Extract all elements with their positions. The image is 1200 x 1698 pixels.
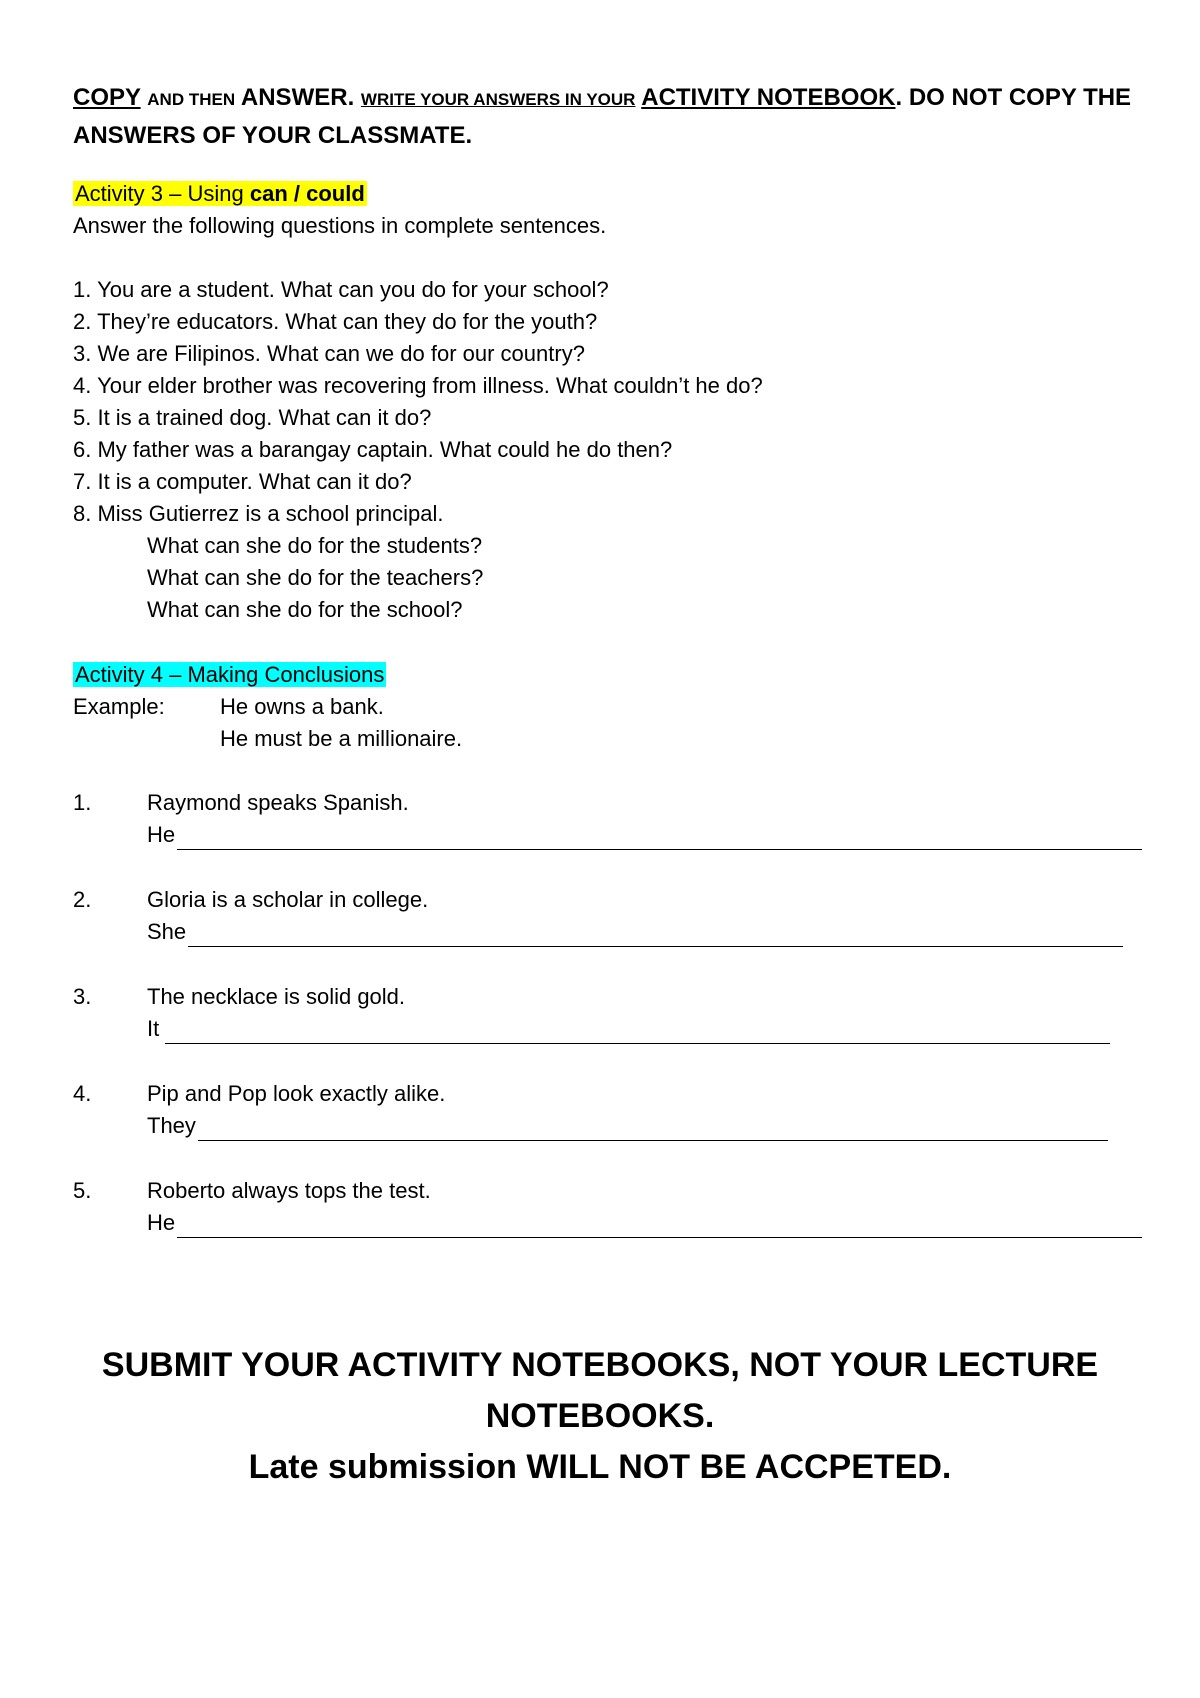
header-activity-notebook: ACTIVITY NOTEBOOK: [641, 84, 896, 111]
example-label: Example:: [73, 694, 165, 719]
footer-line-3: Late submission WILL NOT BE ACCPETED.: [248, 1448, 952, 1486]
question-5: 5. It is a trained dog. What can it do?: [73, 405, 432, 430]
activity4-title-text: Activity 4 – Making Conclusions: [75, 662, 385, 687]
item-2-number: 2.: [73, 887, 92, 912]
question-3: 3. We are Filipinos. What can we do for our country?: [73, 341, 585, 366]
activity3-instruction: Answer the following questions in complete sentences.: [73, 213, 607, 238]
question-6: 6. My father was a barangay captain. What could he do then?: [73, 437, 673, 462]
question-4: 4. Your elder brother was recovering from illness. What couldn’t he do?: [73, 373, 763, 398]
item-5-answer-row: [147, 1208, 1142, 1238]
example-line-1: He owns a bank.: [220, 694, 384, 719]
item-4-answer-row: [147, 1111, 1108, 1141]
item-1-number: 1.: [73, 790, 92, 815]
item-2-statement: Gloria is a scholar in college.: [147, 887, 429, 912]
item-3-number: 3.: [73, 984, 92, 1009]
item-4-statement: Pip and Pop look exactly alike.: [147, 1081, 446, 1106]
item-3-statement: The necklace is solid gold.: [147, 984, 406, 1009]
activity3-title: [73, 179, 367, 209]
header-copy: COPY: [73, 84, 141, 111]
item-5-starter: He: [147, 1210, 176, 1235]
activity4-title: [73, 660, 386, 690]
header-period: .: [347, 84, 355, 111]
item-2-answer-row: [147, 917, 1123, 947]
item-1-statement: Raymond speaks Spanish.: [147, 790, 409, 815]
item-1-answer-blank[interactable]: [177, 825, 1142, 850]
question-1: 1. You are a student. What can you do for your school?: [73, 277, 609, 302]
question-2: 2. They’re educators. What can they do for the youth?: [73, 309, 598, 334]
item-3-answer-blank[interactable]: [165, 1019, 1110, 1044]
header-and-then: AND THEN: [147, 90, 236, 109]
header-write-answers: WRITE YOUR ANSWERS IN YOUR: [360, 90, 636, 109]
item-3-answer-row: [147, 1014, 1110, 1044]
sub-question-school: What can she do for the school?: [147, 597, 463, 622]
activity3-title-plain: Activity 3 – Using: [75, 181, 250, 206]
item-4-number: 4.: [73, 1081, 92, 1106]
item-5-answer-blank[interactable]: [177, 1213, 1142, 1238]
activity3-title-bold: can / could: [249, 181, 365, 206]
item-1-answer-row: [147, 820, 1142, 850]
header-answer: ANSWER: [240, 84, 348, 111]
item-5-number: 5.: [73, 1178, 92, 1203]
question-7: 7. It is a computer. What can it do?: [73, 469, 412, 494]
item-4-starter: They: [147, 1113, 196, 1138]
sub-question-students: What can she do for the students?: [147, 533, 483, 558]
header-rest: . DO NOT COPY THE ANSWERS OF YOUR CLASSMATE.: [73, 84, 1132, 149]
item-4-answer-blank[interactable]: [198, 1116, 1108, 1141]
footer-line-1: SUBMIT YOUR ACTIVITY NOTEBOOKS, NOT YOUR LECTURE: [101, 1346, 1099, 1384]
item-2-answer-blank[interactable]: [188, 922, 1123, 947]
item-2-starter: She: [147, 919, 187, 944]
question-8: 8. Miss Gutierrez is a school principal.: [73, 501, 444, 526]
footer-line-2: NOTEBOOKS.: [485, 1397, 715, 1435]
sub-question-teachers: What can she do for the teachers?: [147, 565, 484, 590]
item-1-starter: He: [147, 822, 176, 847]
item-3-starter: It: [147, 1016, 160, 1041]
item-5-statement: Roberto always tops the test.: [147, 1178, 431, 1203]
header-instructions: [73, 80, 1133, 154]
example-line-2: He must be a millionaire.: [220, 726, 463, 751]
